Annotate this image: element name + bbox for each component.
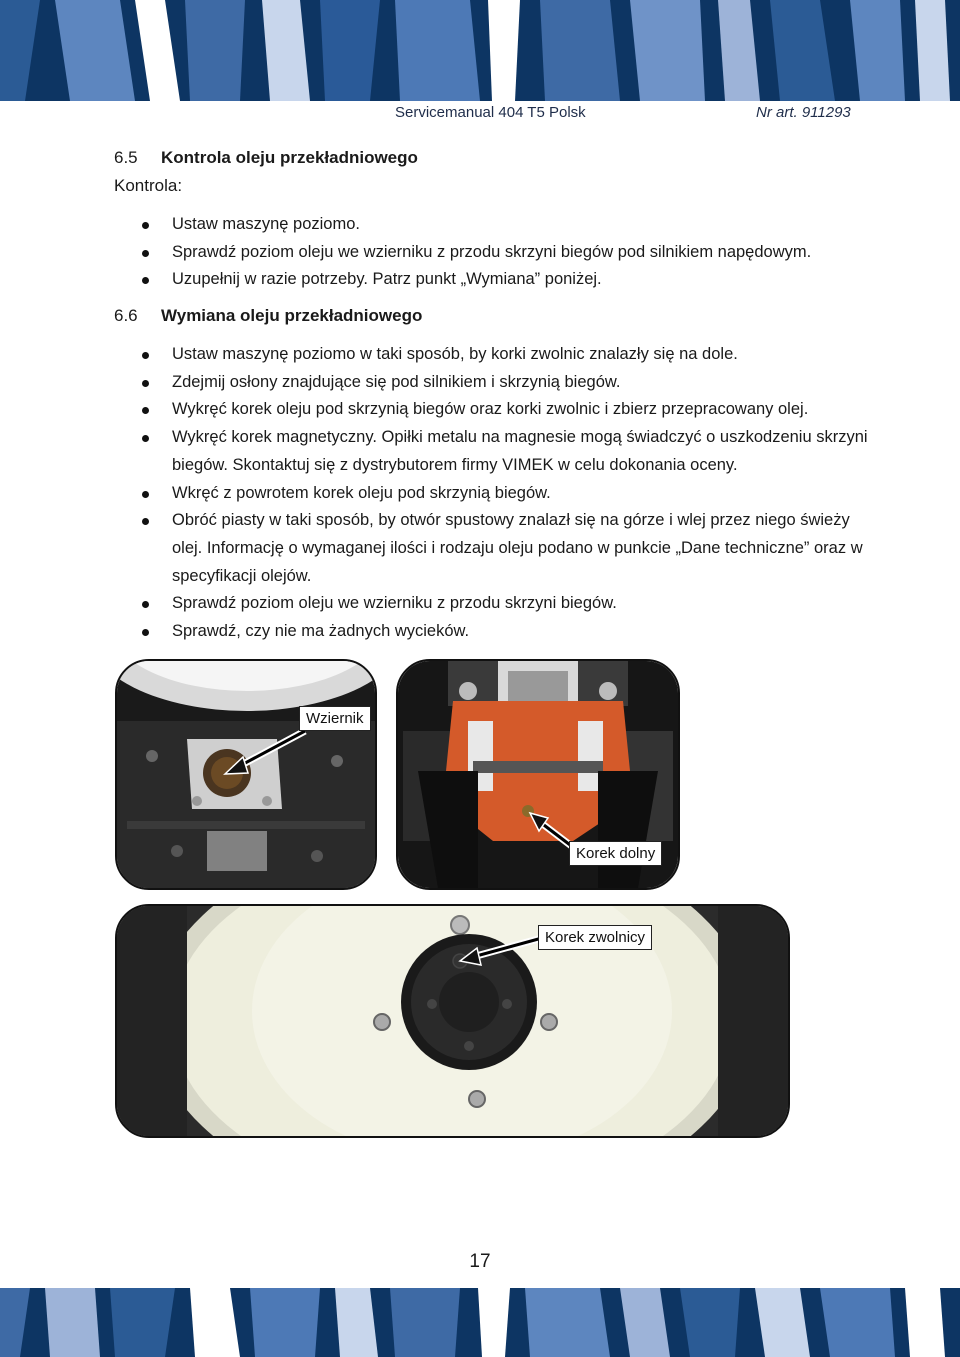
page-number: 17 [469, 1251, 491, 1272]
bullet-icon [142, 277, 149, 284]
list-item: Wykręć korek magnetyczny. Opiłki metalu na magnesie mogą świadczyć o uszkodzeniu skrzyni biegów. Skontaktuj się z dystrybutorem firmy VIMEK w celu dokonania oceny. [142, 424, 882, 479]
bullet-icon [142, 491, 149, 498]
final-drive-plug-label: Korek zwolnicy [538, 925, 652, 950]
list-item: Ustaw maszynę poziomo w taki sposób, by korki zwolnic znalazły się na dole. [142, 341, 882, 369]
bottom-plug-label: Korek dolny [569, 841, 662, 866]
section-title: Kontrola oleju przekładniowego [161, 148, 418, 167]
bullet-icon [142, 435, 149, 442]
bullet-icon [142, 250, 149, 257]
manual-title: Servicemanual 404 T5 Polsk [395, 104, 586, 121]
bullet-icon [142, 629, 149, 636]
bullet-icon [142, 518, 149, 525]
list-item: Obróć piasty w taki sposób, by otwór spustowy znalazł się na górze i wlej przez niego świeży olej. Informację o wymaganej ilości i rodzaju oleju podano w punkcie „Dane techniczne” oraz w specyfikacji olejów. [142, 507, 882, 590]
section-number: 6.5 [114, 148, 138, 167]
list-item: Zdejmij osłony znajdujące się pod silnikiem i skrzynią biegów. [142, 369, 882, 397]
list-item: Sprawdź poziom oleju we wzierniku z przodu skrzyni biegów. [142, 590, 882, 618]
change-steps-list [142, 341, 882, 646]
sight-glass-photo [115, 659, 377, 890]
final-drive-plug-photo [115, 904, 790, 1138]
sight-glass-label: Wziernik [299, 706, 371, 731]
footer-decoration-band [0, 1288, 960, 1357]
check-steps-list [142, 211, 882, 294]
header-decoration-band [0, 0, 960, 101]
section-subheading: Kontrola: [114, 176, 183, 195]
list-item: Sprawdź poziom oleju we wzierniku z przodu skrzyni biegów pod silnikiem napędowym. [142, 239, 882, 267]
section-title: Wymiana oleju przekładniowego [161, 306, 423, 325]
bullet-icon [142, 601, 149, 608]
bullet-icon [142, 352, 149, 359]
list-item: Wykręć korek oleju pod skrzynią biegów oraz korki zwolnic i zbierz przepracowany olej. [142, 396, 882, 424]
list-item: Uzupełnij w razie potrzeby. Patrz punkt „Wymiana” poniżej. [142, 266, 882, 294]
article-number: Nr art. 911293 [756, 104, 851, 121]
bullet-icon [142, 407, 149, 414]
list-item: Wkręć z powrotem korek oleju pod skrzynią biegów. [142, 480, 882, 508]
bullet-icon [142, 380, 149, 387]
list-item: Sprawdź, czy nie ma żadnych wycieków. [142, 618, 882, 646]
list-item: Ustaw maszynę poziomo. [142, 211, 882, 239]
section-number: 6.6 [114, 306, 138, 325]
bullet-icon [142, 222, 149, 229]
